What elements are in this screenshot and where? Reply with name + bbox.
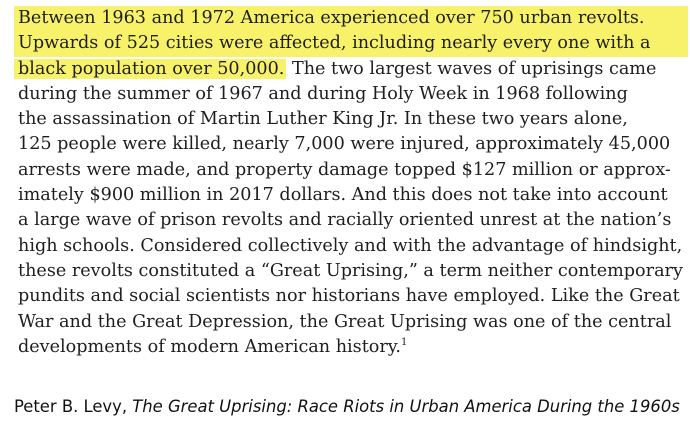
excerpt-line: pundits and social scientists nor historians have employed. Like the Great — [18, 286, 680, 307]
excerpt-line: imately $900 million in 2017 dollars. And this does not take into account — [18, 185, 668, 206]
excerpt-line: during the summer of 1967 and during Holy Week in 1968 following — [18, 83, 628, 104]
book-excerpt — [18, 6, 683, 360]
caption-author: Peter B. Levy, — [14, 397, 133, 416]
caption-book-title: The Great Uprising: Race Riots in Urban America During the 1960s — [132, 397, 680, 416]
excerpt-line: 125 people were killed, nearly 7,000 were injured, approximately 45,000 — [18, 134, 671, 155]
footnote-marker: 1 — [400, 337, 408, 348]
excerpt-last-line — [18, 335, 680, 360]
highlighted-line-1: Between 1963 and 1972 America experienced over 750 urban revolts. — [14, 6, 688, 31]
excerpt-line: these revolts constituted a “Great Uprising,” a term neither contemporary — [18, 260, 683, 281]
excerpt-line: War and the Great Depression, the Great Uprising was one of the central — [18, 311, 672, 332]
source-caption — [14, 396, 680, 418]
highlighted-line-2: Upwards of 525 cities were affected, including nearly every one with a — [14, 31, 688, 56]
highlighted-line-3: black population over 50,000. — [14, 59, 286, 79]
excerpt-line: arrests were made, and property damage topped $127 million or approx- — [18, 159, 671, 180]
excerpt-line: a large wave of prison revolts and racially oriented unrest at the nation’s — [18, 210, 672, 231]
excerpt-line: the assassination of Martin Luther King Jr. In these two years alone, — [18, 109, 628, 130]
excerpt-line-3-rest: The two largest waves of uprisings came — [286, 58, 657, 79]
excerpt-line: high schools. Considered collectively and with the advantage of hindsight, — [18, 235, 683, 256]
excerpt-last-line-text: developments of modern American history. — [18, 336, 401, 357]
excerpt-line-3 — [18, 57, 680, 82]
